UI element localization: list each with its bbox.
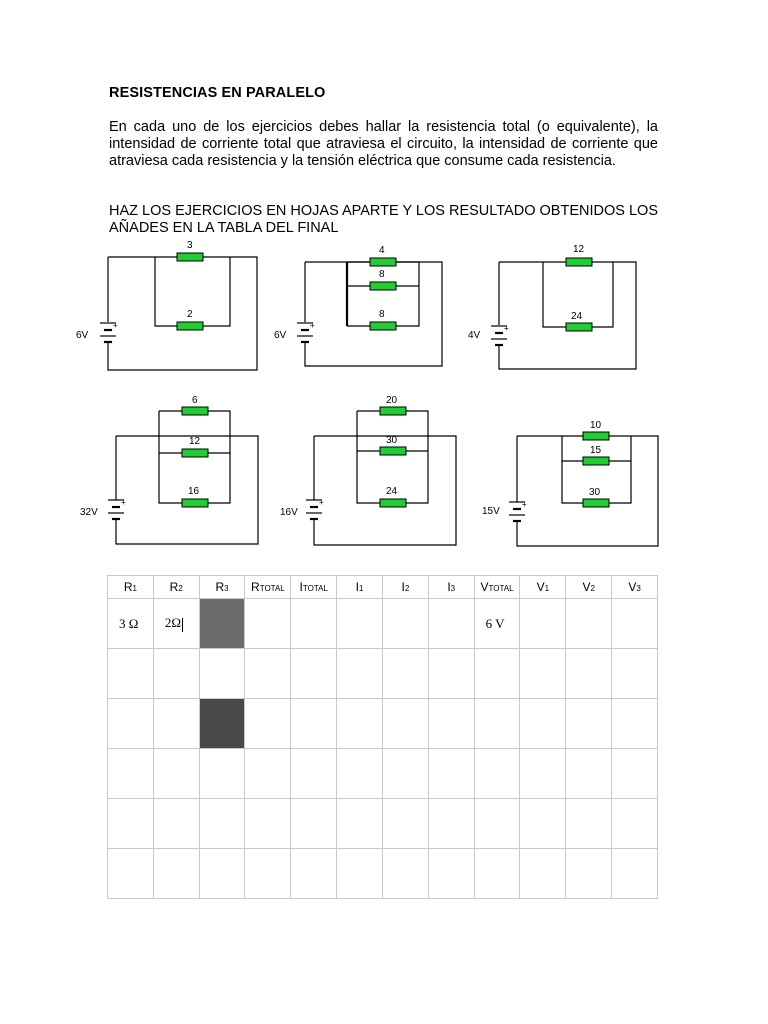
table-cell[interactable] (245, 799, 291, 849)
page-title: RESISTENCIAS EN PARALELO (109, 85, 326, 101)
resistor (566, 323, 592, 331)
voltage-label: 6V (76, 330, 89, 341)
table-cell[interactable] (612, 799, 658, 849)
instructions-paragraph: En cada uno de los ejercicios debes hallar la resistencia total (o equivalente), la intensidad de corriente total que atraviesa el circuito, la intensidad de corriente que atraviesa cada resistencia y la tensión eléctrica que consume cada resistencia. (109, 119, 658, 169)
table-cell[interactable] (382, 799, 428, 849)
table-cell[interactable] (199, 799, 245, 849)
resistor-label: 30 (386, 435, 398, 446)
table-cell[interactable] (153, 699, 199, 749)
resistor (182, 499, 208, 507)
table-cell[interactable] (108, 699, 154, 749)
circuit-4 (80, 395, 258, 544)
column-header (199, 576, 245, 599)
column-header-main: I (299, 580, 303, 594)
table-cell[interactable] (153, 649, 199, 699)
table-cell[interactable] (199, 649, 245, 699)
battery (306, 498, 324, 519)
column-header-sub: TOTAL (488, 584, 514, 593)
resistor-label: 10 (590, 420, 602, 431)
resistor (370, 258, 396, 266)
table-cell[interactable] (520, 649, 566, 699)
table-cell[interactable] (566, 749, 612, 799)
circuit-2 (274, 245, 442, 366)
table-cell[interactable] (337, 749, 383, 799)
table-cell[interactable] (520, 799, 566, 849)
column-header-main: I (447, 580, 451, 594)
table-cell[interactable] (520, 699, 566, 749)
circuit-5 (280, 395, 456, 545)
table-cell[interactable] (153, 599, 199, 649)
column-header (291, 576, 337, 599)
table-cell[interactable] (291, 599, 337, 649)
column-header-main: V (536, 580, 545, 594)
circuit-3 (468, 244, 636, 369)
resistor (182, 407, 208, 415)
column-header-sub: 2 (590, 584, 595, 593)
column-header (245, 576, 291, 599)
table-cell[interactable] (291, 649, 337, 699)
resistor (370, 322, 396, 330)
resistor (583, 499, 609, 507)
resistor-label: 4 (379, 245, 385, 256)
resistor (583, 457, 609, 465)
resistor-label: 15 (590, 445, 602, 456)
table-cell[interactable] (612, 649, 658, 699)
column-header-sub: 1 (359, 584, 364, 593)
table-cell[interactable] (199, 699, 245, 749)
battery (297, 321, 315, 342)
table-cell[interactable] (612, 599, 658, 649)
table-cell[interactable] (108, 849, 154, 899)
resistor (380, 499, 406, 507)
circuit-1 (76, 240, 257, 370)
table-cell[interactable] (199, 849, 245, 899)
column-header-sub: 3 (636, 584, 641, 593)
resistor-label: 30 (589, 487, 601, 498)
column-header (337, 576, 383, 599)
resistor-label: 6 (192, 395, 198, 406)
column-header (612, 576, 658, 599)
table-cell[interactable] (474, 649, 520, 699)
results-table (107, 575, 658, 899)
table-cell[interactable] (428, 599, 474, 649)
voltage-label: 4V (468, 330, 481, 341)
svg-text:+: + (121, 498, 126, 507)
column-header-main: I (355, 580, 359, 594)
resistor (566, 258, 592, 266)
table-cell[interactable] (474, 599, 520, 649)
table-cell[interactable] (337, 849, 383, 899)
table-cell[interactable] (337, 699, 383, 749)
table-cell[interactable] (337, 599, 383, 649)
table-cell[interactable] (566, 699, 612, 749)
resistor-label: 24 (571, 311, 583, 322)
table-row (108, 749, 658, 799)
column-header-main: R (215, 580, 225, 594)
column-header-main: V (628, 580, 637, 594)
circuit-6 (482, 420, 658, 546)
table-cell[interactable] (382, 649, 428, 699)
resistor (370, 282, 396, 290)
resistor-label: 20 (386, 395, 398, 406)
cell-value: 3 Ω (119, 615, 139, 631)
table-cell[interactable] (428, 699, 474, 749)
cell-value: 2Ω (164, 615, 181, 631)
table-cell[interactable] (612, 749, 658, 799)
column-header-main: V (480, 580, 489, 594)
column-header (428, 576, 474, 599)
column-header-sub: TOTAL (302, 584, 328, 593)
resistor-label: 12 (573, 244, 585, 255)
table-cell[interactable] (245, 599, 291, 649)
table-row (108, 599, 658, 649)
resistor (177, 253, 203, 261)
table-cell[interactable] (520, 849, 566, 899)
table-cell[interactable] (612, 849, 658, 899)
svg-text:+: + (113, 321, 118, 330)
resistor-label: 16 (188, 486, 200, 497)
svg-text:+: + (504, 324, 509, 333)
column-header-main: R (123, 580, 133, 594)
svg-text:+: + (522, 500, 527, 509)
battery (491, 324, 509, 345)
column-header (108, 576, 154, 599)
column-header-sub: 2 (404, 584, 410, 593)
table-cell[interactable] (428, 649, 474, 699)
table-cell[interactable] (428, 749, 474, 799)
column-header-main: V (582, 580, 591, 594)
table-cell[interactable] (474, 749, 520, 799)
table-row (108, 799, 658, 849)
column-header-sub: 1 (132, 584, 137, 593)
table-cell[interactable] (153, 749, 199, 799)
column-header-main: I (401, 580, 405, 594)
resistor (583, 432, 609, 440)
resistor-label: 8 (379, 269, 385, 280)
table-cell[interactable] (520, 599, 566, 649)
table-cell[interactable] (566, 599, 612, 649)
table-cell[interactable] (245, 849, 291, 899)
column-header (382, 576, 428, 599)
column-header-main: R (169, 580, 179, 594)
column-header (566, 576, 612, 599)
table-cell[interactable] (337, 799, 383, 849)
table-cell[interactable] (291, 799, 337, 849)
table-cell[interactable] (382, 849, 428, 899)
column-header (153, 576, 199, 599)
resistor-label: 8 (379, 309, 385, 320)
table-cell[interactable] (474, 799, 520, 849)
resistor (380, 447, 406, 455)
table-cell[interactable] (245, 749, 291, 799)
table-cell[interactable] (291, 699, 337, 749)
table-cell[interactable] (382, 749, 428, 799)
table-row (108, 849, 658, 899)
column-header (520, 576, 566, 599)
table-cell[interactable] (612, 699, 658, 749)
battery (509, 500, 527, 521)
resistor (380, 407, 406, 415)
table-cell[interactable] (291, 849, 337, 899)
table-cell[interactable] (566, 799, 612, 849)
voltage-label: 15V (482, 506, 500, 517)
column-header-sub: 3 (224, 584, 229, 593)
resistor (177, 322, 203, 330)
voltage-label: 6V (274, 330, 287, 341)
svg-text:+: + (319, 498, 324, 507)
table-cell[interactable] (382, 599, 428, 649)
table-cell[interactable] (474, 849, 520, 899)
table-cell[interactable] (153, 849, 199, 899)
column-header (474, 576, 520, 599)
table-body (108, 599, 658, 899)
column-header-main: R (251, 580, 260, 594)
table-cell[interactable] (337, 649, 383, 699)
table-cell[interactable] (474, 699, 520, 749)
table-header-row (108, 576, 658, 599)
resistor-label: 24 (386, 486, 398, 497)
task-paragraph: HAZ LOS EJERCICIOS EN HOJAS APARTE Y LOS RESULTADO OBTENIDOS LOS AÑADES EN LA TABLA DEL FINAL (109, 203, 658, 236)
svg-text:+: + (310, 321, 315, 330)
table-cell[interactable] (566, 649, 612, 699)
column-header-sub: 2 (178, 584, 183, 593)
table-row (108, 649, 658, 699)
battery (108, 498, 126, 519)
table-cell[interactable] (108, 799, 154, 849)
table-cell[interactable] (428, 849, 474, 899)
resistor-label: 12 (189, 436, 201, 447)
table-cell[interactable] (566, 849, 612, 899)
resistor-label: 2 (187, 309, 193, 320)
table-cell[interactable] (382, 699, 428, 749)
column-header-sub: 3 (450, 584, 456, 593)
cell-value: 6 V (485, 615, 505, 631)
resistor (182, 449, 208, 457)
table-cell[interactable] (108, 749, 154, 799)
table-cell[interactable] (199, 749, 245, 799)
column-header-sub: 1 (544, 584, 550, 593)
battery (100, 321, 118, 342)
table-cell[interactable] (428, 799, 474, 849)
text-cursor (182, 618, 183, 632)
table-cell[interactable] (108, 599, 154, 649)
table-cell[interactable] (291, 749, 337, 799)
voltage-label: 16V (280, 507, 298, 518)
table-cell[interactable] (153, 799, 199, 849)
resistor-label: 3 (187, 240, 193, 251)
table-cell[interactable] (245, 699, 291, 749)
column-header-sub: TOTAL (259, 584, 285, 593)
table-cell[interactable] (520, 749, 566, 799)
table-cell[interactable] (245, 649, 291, 699)
table-cell[interactable] (108, 649, 154, 699)
table-row (108, 699, 658, 749)
voltage-label: 32V (80, 507, 98, 518)
table-cell[interactable] (199, 599, 245, 649)
